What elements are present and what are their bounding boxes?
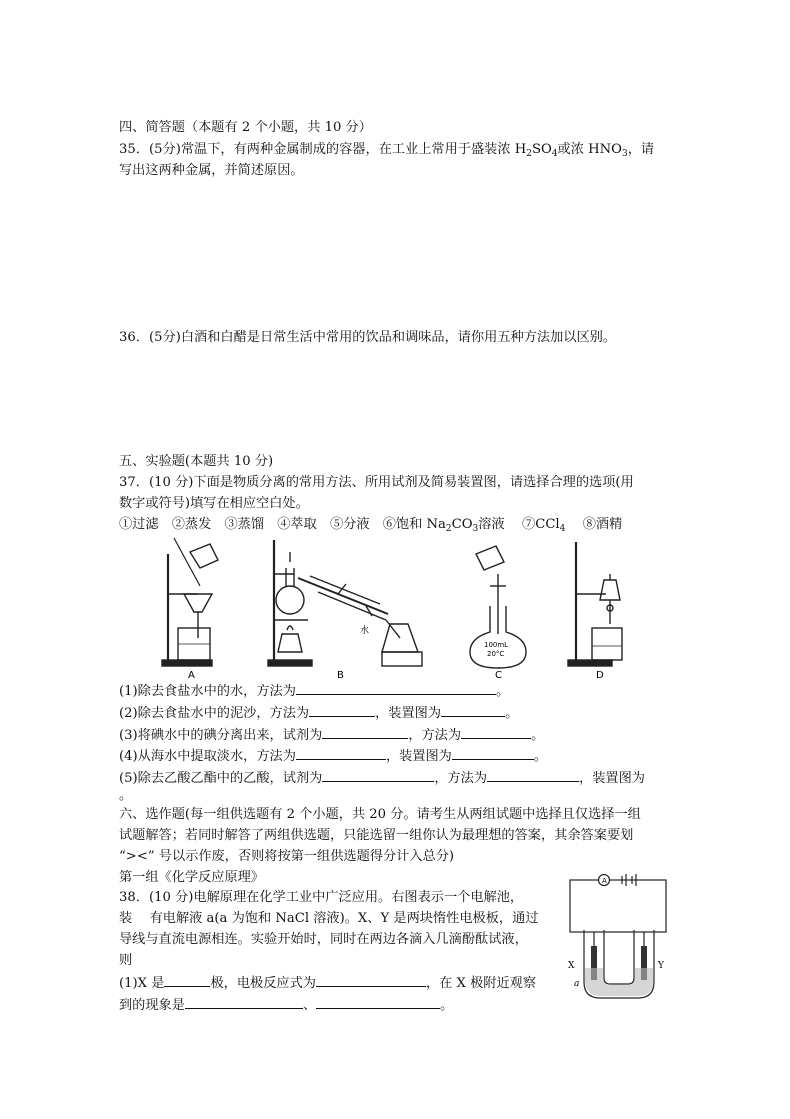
question-37-sub-4: (4)从海水中提取淡水，方法为 ，装置图为 。 (119, 746, 547, 766)
section-5-title: 五、实验题(本题共 10 分) (119, 454, 274, 469)
question-37-sub-2: (2)除去食盐水中的泥沙，方法为 ，装置图为 。 (119, 703, 518, 723)
figure-label-b: B (337, 670, 344, 681)
question-38-line-4: 则 (119, 953, 133, 968)
figure-label-c: C (495, 670, 502, 681)
question-37-sub-1: (1)除去食盐水中的水，方法为 。 (119, 681, 509, 701)
section-6-line-2: 试题解答；若同时解答了两组供选题，只能选留一组你认为最理想的答案，其余答案要划 (119, 828, 634, 843)
question-37-options: ①过滤 ②蒸发 ③蒸馏 ④萃取 ⑤分液 ⑥饱和 $Na_2CO_3$溶液 ⑦CCl$_4$ ⑧酒精 (119, 517, 623, 534)
electrolyte-label: a (574, 979, 580, 989)
separation-apparatus-figures (160, 534, 680, 682)
electrolysis-cell-figure (566, 874, 674, 1004)
ammeter-label: A (602, 877, 607, 885)
question-36: 36．(5分)白酒和白醋是日常生活中常用的饮品和调味品，请你用五种方法加以区别。 (119, 330, 617, 345)
section-6-line-3: “><” 号以示作废，否则将按第一组供选题得分计入总分) (119, 849, 455, 864)
group-1-title: 第一组《化学反应原理》 (119, 870, 265, 885)
answer-blank[interactable] (487, 768, 579, 782)
flask-volume-label: 100mL (484, 641, 509, 649)
question-37-line-2: 数字或符号)填写在相应空白处。 (119, 496, 309, 511)
answer-blank[interactable] (316, 995, 440, 1009)
question-38-line-1: 38．(10 分)电解原理在化学工业中广泛应用。右图表示一个电解池， (119, 890, 524, 905)
answer-blank[interactable] (164, 973, 210, 987)
apparatus-b-distillation (268, 540, 422, 666)
question-35-line-2: 写出这两种金属，并简述原因。 (119, 163, 304, 178)
question-37-sub-3: (3)将碘水中的碘分离出来，试剂为 ，方法为 。 (119, 725, 544, 745)
section-4-title: 四、简答题（本题有 2 个小题，共 10 分） (119, 120, 372, 135)
answer-blank[interactable] (316, 973, 426, 987)
figure-label-a: A (188, 670, 195, 681)
question-38-sub-1-cont: 到的现象是 、 。 (119, 995, 453, 1015)
apparatus-d-separatory-funnel (568, 542, 622, 666)
question-38-line-3: 导线与直流电源相连。实验开始时，同时在两边各滴入几滴酚酞试液， (119, 932, 528, 947)
apparatus-a-filtration (162, 538, 218, 666)
answer-blank[interactable] (441, 703, 505, 717)
question-37-line-1: 37．(10 分)下面是物质分离的常用方法、所用试剂及简易装置图，请选择合理的选项(用 (119, 475, 634, 490)
answer-blank[interactable] (461, 725, 531, 739)
question-38-sub-1: (1)X 是 极，电极反应式为 ，在 X 极附近观察 (119, 973, 536, 993)
electrode-y-label: Y (658, 961, 664, 971)
electrode-x-label: X (568, 961, 575, 971)
figure-label-d: D (596, 670, 604, 681)
answer-blank[interactable] (452, 746, 534, 760)
answer-blank[interactable] (185, 995, 303, 1009)
flask-temp-label: 20°C (487, 650, 505, 658)
answer-blank[interactable] (309, 703, 375, 717)
answer-blank[interactable] (322, 725, 408, 739)
section-6-title: 六、选作题(每一组供选题有 2 个小题，共 20 分。请考生从两组试题中选择且仅选择一组 (119, 807, 641, 822)
question-35-line-1: 35．(5分)常温下，有两种金属制成的容器，在工业上常用于盛装浓 $H_2SO_4$或浓 $HNO_3$，请 (119, 142, 655, 159)
question-38-line-2: 装 有电解液 a(a 为饱和 NaCl 溶液)。X、Y 是两块惰性电极板，通过 (119, 911, 539, 926)
answer-blank[interactable] (296, 746, 386, 760)
answer-blank[interactable] (296, 681, 496, 695)
answer-blank[interactable] (322, 768, 434, 782)
figure-label-water: 水 (360, 626, 370, 636)
question-37-sub-5-end: 。 (119, 788, 133, 803)
question-37-sub-5: (5)除去乙酸乙酯中的乙酸，试剂为 ，方法为 ，装置图为 (119, 768, 645, 788)
